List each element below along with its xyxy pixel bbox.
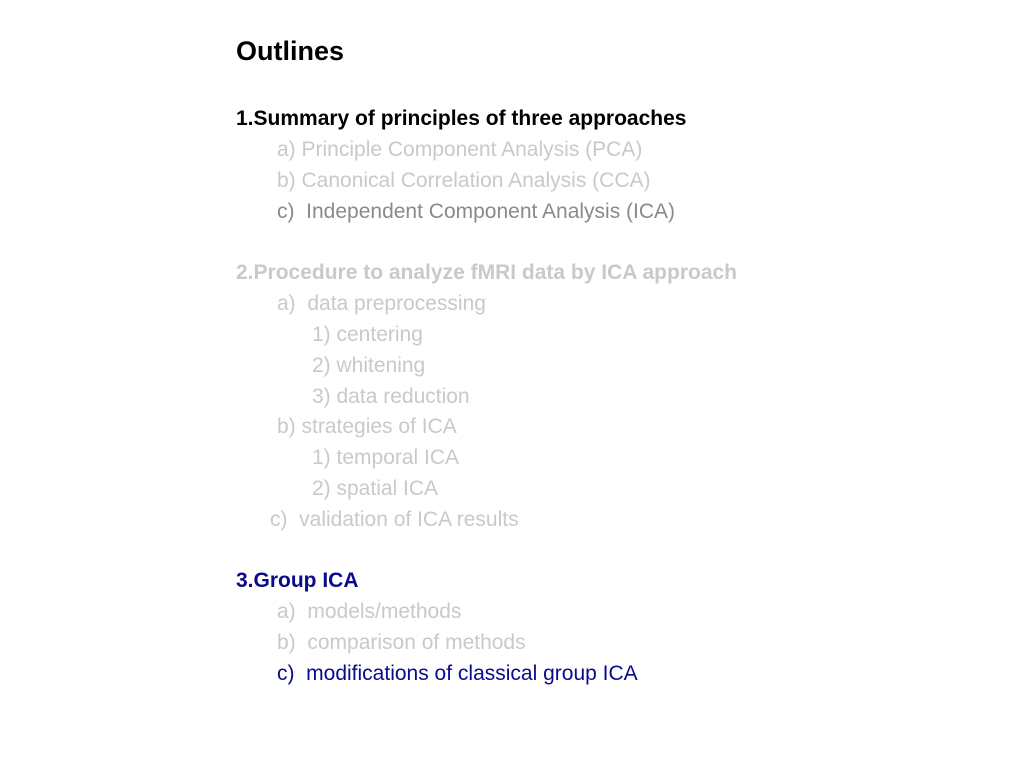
section-3-item-b: b) comparison of methods (277, 631, 526, 654)
section-2-item-b: b) strategies of ICA (277, 415, 457, 438)
section-2-item-b-2: 2) spatial ICA (312, 477, 439, 500)
section-2-heading: 2.Procedure to analyze fMRI data by ICA approach (236, 261, 738, 284)
section-3-item-c: c) modifications of classical group ICA (277, 662, 638, 685)
section-1-item-a: a) Principle Component Analysis (PCA) (277, 138, 643, 161)
section-3-item-a: a) models/methods (277, 600, 462, 623)
section-1-item-b: b) Canonical Correlation Analysis (CCA) (277, 169, 651, 192)
section-2-item-a: a) data preprocessing (277, 292, 486, 315)
section-2-item-a-3: 3) data reduction (312, 385, 470, 408)
section-1-item-c: c) Independent Component Analysis (ICA) (277, 200, 676, 223)
section-2-item-c: c) validation of ICA results (270, 508, 519, 531)
section-2-item-a-2: 2) whitening (312, 354, 426, 377)
section-3-heading: 3.Group ICA (236, 569, 359, 592)
section-1-heading: 1.Summary of principles of three approaches (236, 107, 687, 130)
slide-title: Outlines (236, 36, 345, 66)
section-2-item-b-1: 1) temporal ICA (312, 446, 460, 469)
section-2-item-a-1: 1) centering (312, 323, 423, 346)
